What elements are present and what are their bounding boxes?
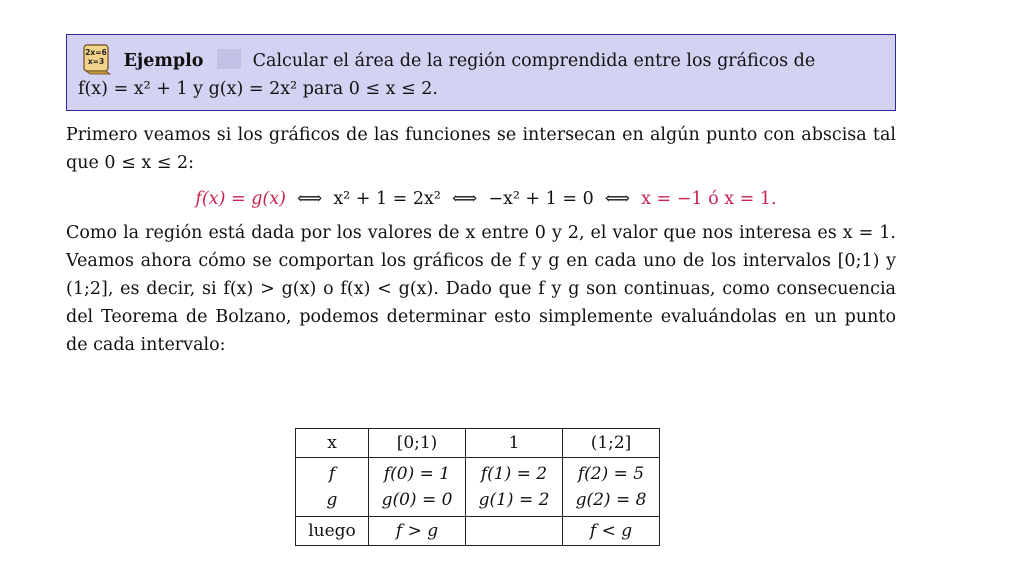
table-cell: f(2) = 5 — [563, 458, 660, 488]
iff-symbol: ⟺ — [297, 189, 323, 209]
table-cell: f(0) = 1 — [369, 458, 466, 488]
table-cell: g(2) = 8 — [563, 487, 660, 517]
eq-part2: x² + 1 = 2x² — [333, 189, 441, 209]
body-paragraph: Como la región está dada por los valores de x entre 0 y 2, el valor que nos interesa es x = 1. Veamos ahora cómo se comportan los gráficos de f y g en cada uno de los intervalos [0;1) y (1;2], es decir, si f(x) > g(x) o f(x) < g(x). Dado que f y g son continuas, como consecuencia del Teorema de Bolzano, podemos determinar esto simplemente evaluándolas en un punto de cada intervalo: — [66, 223, 896, 355]
example-icon — [82, 43, 112, 75]
table-cell: f < g — [563, 517, 660, 546]
table-cell: f — [296, 458, 369, 488]
intro-paragraph: Primero veamos si los gráficos de las funciones se intersecan en algún punto con abscisa tal que 0 ≤ x ≤ 2: — [66, 125, 896, 173]
table-header-cell: (1;2] — [563, 429, 660, 458]
table-header-cell: x — [296, 429, 369, 458]
table-header-row — [296, 429, 660, 458]
table-cell: f(1) = 2 — [466, 458, 563, 488]
table-row — [296, 458, 660, 488]
table-cell: luego — [296, 517, 369, 546]
svg-text:x=3: x=3 — [87, 57, 105, 66]
example-number-placeholder — [217, 49, 241, 69]
iff-symbol: ⟺ — [604, 189, 630, 209]
eq-part3: −x² + 1 = 0 — [488, 189, 594, 209]
table-cell: g(1) = 2 — [466, 487, 563, 517]
example-statement-line1: Calcular el área de la región comprendida entre los gráficos de — [252, 51, 816, 71]
svg-text:2x=6: 2x=6 — [85, 48, 107, 57]
evaluation-table-wrap — [295, 428, 660, 546]
table-row — [296, 487, 660, 517]
table-cell: f > g — [369, 517, 466, 546]
table-cell: g — [296, 487, 369, 517]
table-cell — [466, 517, 563, 546]
table-row — [296, 517, 660, 546]
intersection-equation — [66, 189, 896, 209]
evaluation-table — [295, 428, 660, 546]
eq-part4: x = −1 ó x = 1. — [641, 189, 777, 209]
example-statement-line2: f(x) = x² + 1 y g(x) = 2x² para 0 ≤ x ≤ 2. — [78, 79, 438, 99]
table-cell: g(0) = 0 — [369, 487, 466, 517]
table-header-cell: [0;1) — [369, 429, 466, 458]
page-content — [66, 34, 896, 359]
eq-part1: f(x) = g(x) — [195, 189, 286, 209]
table-header-cell: 1 — [466, 429, 563, 458]
example-box — [66, 34, 896, 111]
example-title: Ejemplo — [123, 51, 204, 71]
iff-symbol: ⟺ — [452, 189, 478, 209]
